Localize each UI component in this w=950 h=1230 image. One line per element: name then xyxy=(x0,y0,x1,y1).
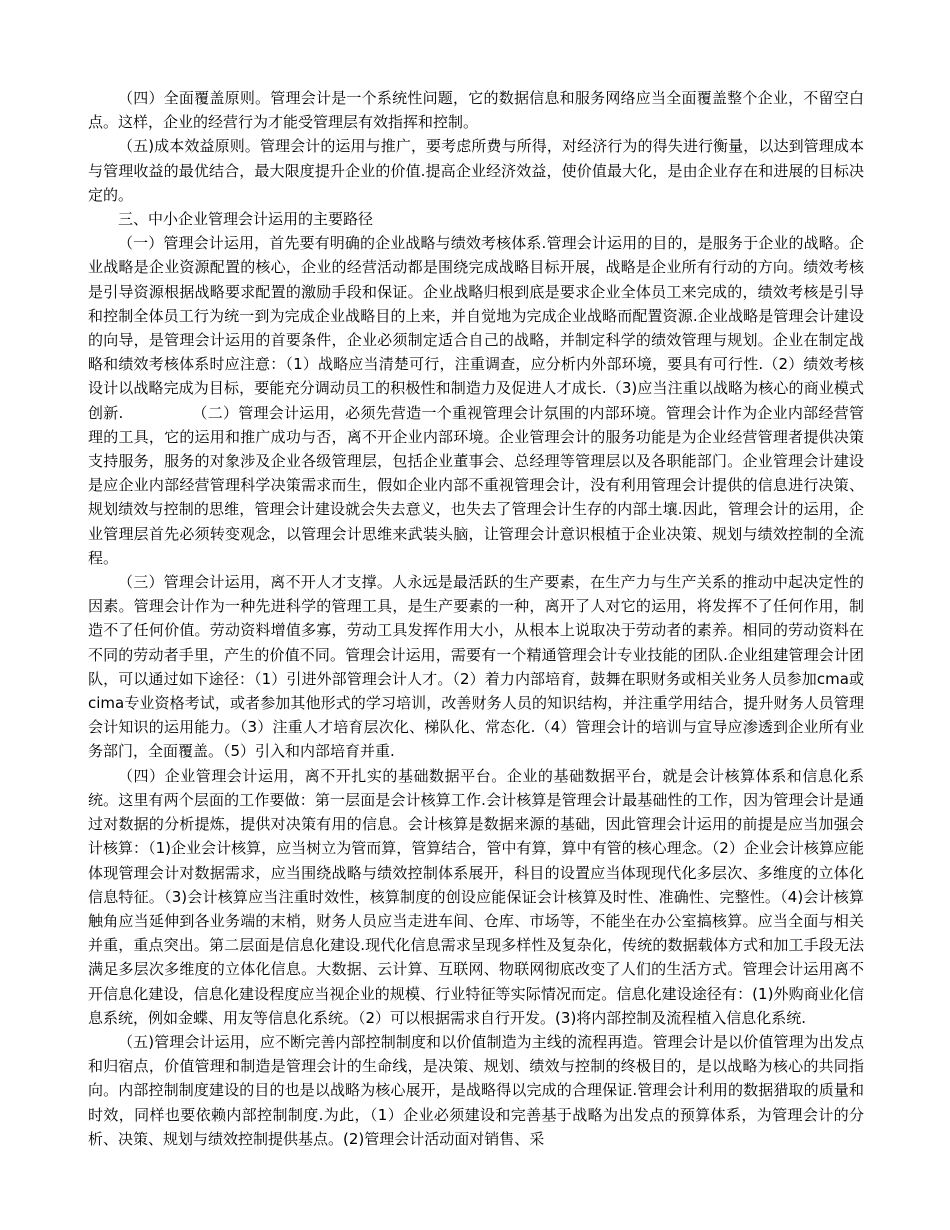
paragraph-data-platform: （四）企业管理会计运用，离不开扎实的基础数据平台。企业的基础数据平台，就是会计核算体系和信息化系统。这里有两个层面的工作要做：第一层面是会计核算工作.会计核算是管理会计最基础性的工作，因为管理会计是通过对数据的分析提炼，提供对决策有用的信息。会计核算是数据来源的基础，因此管理会计运用的前提是应当加强会计核算：（1)企业会计核算，应当树立为管而算，管算结合，管中有算，算中有管的核心理念。（2）企业会计核算应能体现管理会计对数据需求，应当围绕战略与绩效控制体系展开，科目的设置应当体现现代化多层次、多维度的立体化信息特征。（3)会计核算应当注重时效性，核算制度的创设应能保证会计核算及时性、准确性、完整性。（4)会计核算触角应当延伸到各业务端的末梢，财务人员应当走进车间、仓库、市场等，不能坐在办公室搞核算。应当全面与相关并重，重点突出。第二层面是信息化建设.现代化信息需求呈现多样性及复杂化，传统的数据载体方式和加工手段无法满足多层次多维度的立体化信息。大数据、云计算、互联网、物联网彻底改变了人们的生活方式。管理会计运用离不开信息化建设，信息化建设程度应当视企业的规模、行业特征等实际情况而定。信息化建设途径有：(1)外购商业化信息系统，例如金蝶、用友等信息化系统。（2）可以根据需求自行开发。(3)将内部控制及流程植入信息化系统. xyxy=(88,766,864,1027)
paragraph-talent: （三）管理会计运用，离不开人才支撑。人永远是最活跃的生产要素，在生产力与生产关系的推动中起决定性的因素。管理会计作为一种先进科学的管理工具，是生产要素的一种，离开了人对它的运用，将发挥不了任何作用，制造不了任何价值。劳动资料增值多寡，劳动工具发挥作用大小，从根本上说取决于劳动者的素养。相同的劳动资料在不同的劳动者手里，产生的价值不同。管理会计运用，需要有一个精通管理会计专业技能的团队.企业组建管理会计团队，可以通过如下途径：（1）引进外部管理会计人才。（2）着力内部培育，鼓舞在职财务或相关业务人员参加cma或cima专业资格考试，或者参加其他形式的学习培训，改善财务人员的知识结构，并注重学用结合，提升财务人员管理会计知识的运用能力。（3）注重人才培育层次化、梯队化、常态化.（4）管理会计的培训与宣导应渗透到企业所有业务部门，全面覆盖。（5）引入和内部培育并重. xyxy=(88,573,864,761)
paragraph-internal-control: （五)管理会计运用，应不断完善内部控制制度和以价值制造为主线的流程再造。管理会计是以价值管理为出发点和归宿点，价值管理和制造是管理会计的生命线，是决策、规划、绩效与控制的终极目的，是以战略为核心的共同指向。内部控制制度建设的目的也是以战略为核心展开，是战略得以完成的合理保证.管理会计利用的数据猎取的质量和时效，同样也要依赖内部控制制度.为此，（1）企业必须建设和完善基于战略为出发点的预算体系，为管理会计的分析、决策、规划与绩效控制提供基点。(2)管理会计活动面对销售、采 xyxy=(88,1032,864,1148)
paragraph-strategy-environment: （一）管理会计运用，首先要有明确的企业战略与绩效考核体系.管理会计运用的目的，是服务于企业的战略。企业战略是企业资源配置的核心，企业的经营活动都是围绕完成战略目标开展，战略是企业所有行动的方向。绩效考核是引导资源根据战略要求配置的激励手段和保证。企业战略归根到底是要求企业全体员工来完成的，绩效考核是引导和控制全体员工行为统一到为完成企业战略目的上来，并自觉地为完成企业战略而配置资源.企业战略是管理会计建设的向导，是管理会计运用的首要条件，企业必须制定适合自己的战略，并制定科学的绩效管理与规划。企业在制定战略和绩效考核体系时应注意：（1）战略应当清楚可行，注重调查，应分析内外部环境，要具有可行性.（2）绩效考核设计以战略完成为目标，要能充分调动员工的积极性和制造力及促进人才成长.（3)应当注重以战略为核心的商业模式创新. （二）管理会计运用，必须先营造一个重视管理会计氛围的内部环境。管理会计作为企业内部经营管理的工具，它的运用和推广成功与否，离不开企业内部环境。企业管理会计的服务功能是为企业经营管理者提供决策支持服务，服务的对象涉及企业各级管理层，包括企业董事会、总经理等管理层以及各职能部门。企业管理会计建设是应企业内部经营管理科学决策需求而生，假如企业内部不重视管理会计，没有利用管理会计提供的信息进行决策、规划绩效与控制的思维，管理会计建设就会失去意义，也失去了管理会计生存的内部土壤.因此，管理会计的运用，企业管理层首先必须转变观念，以管理会计思维来武装头脑，让管理会计意识根植于企业决策、规划与绩效控制的全流程。 xyxy=(88,234,864,567)
paragraph-principle-cost-benefit: （五)成本效益原则。管理会计的运用与推广，要考虑所费与所得，对经济行为的得失进行衡量，以达到管理成本与管理收益的最优结合，最大限度提升企业的价值.提高企业经济效益，使价值最大化，是由企业存在和进展的目标决定的。 xyxy=(88,137,864,204)
section-heading: 三、中小企业管理会计运用的主要路径 xyxy=(118,210,374,229)
document-body xyxy=(88,86,864,1151)
paragraph-principle-coverage: （四）全面覆盖原则。管理会计是一个系统性问题，它的数据信息和服务网络应当全面覆盖整个企业，不留空白点。这样，企业的经营行为才能受管理层有效指挥和控制。 xyxy=(88,89,864,132)
